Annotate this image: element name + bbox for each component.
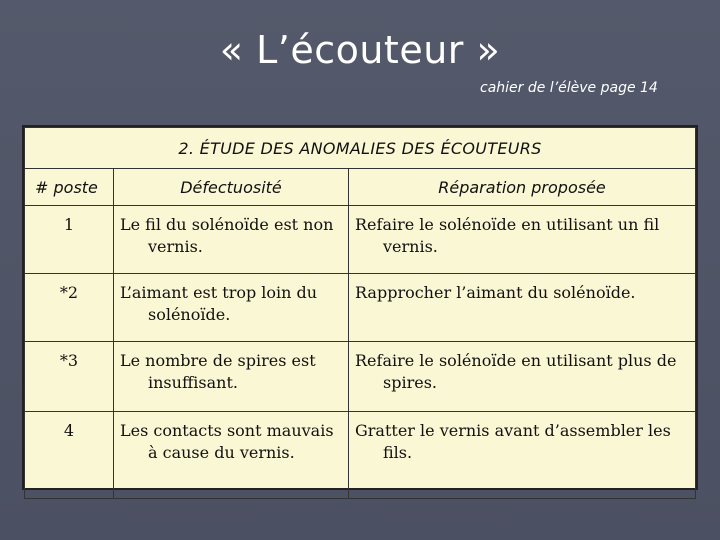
cell-defect: Le nombre de spires est insuffisant.	[114, 342, 349, 412]
cell-repair: Refaire le solénoïde en utilisant un fil vernis.	[349, 206, 696, 274]
table-row	[25, 274, 696, 342]
cell-poste: *3	[25, 342, 114, 412]
cell-defect: Le fil du solénoïde est non vernis.	[114, 206, 349, 274]
table-row	[25, 342, 696, 412]
cell-repair: Gratter le vernis avant d’assembler les fils.	[349, 412, 696, 499]
cell-poste: *2	[25, 274, 114, 342]
column-header-defect: Défectuosité	[114, 169, 349, 206]
table-row	[25, 412, 696, 499]
slide-title: « L’écouteur »	[219, 28, 501, 72]
cell-defect: L’aimant est trop loin du solénoïde.	[114, 274, 349, 342]
column-header-poste: # poste	[25, 169, 114, 206]
table-row	[25, 206, 696, 274]
cell-repair: Refaire le solénoïde en utilisant plus de spires.	[349, 342, 696, 412]
cell-defect: Les contacts sont mauvais à cause du vernis.	[114, 412, 349, 499]
cell-poste: 4	[25, 412, 114, 499]
table-heading: 2. ÉTUDE DES ANOMALIES DES ÉCOUTEURS	[25, 128, 696, 169]
slide-subtitle: cahier de l’élève page 14	[480, 80, 658, 96]
cell-repair: Rapprocher l’aimant du solénoïde.	[349, 274, 696, 342]
anomalies-table	[22, 125, 698, 490]
cell-poste: 1	[25, 206, 114, 274]
column-header-repair: Réparation proposée	[349, 169, 696, 206]
